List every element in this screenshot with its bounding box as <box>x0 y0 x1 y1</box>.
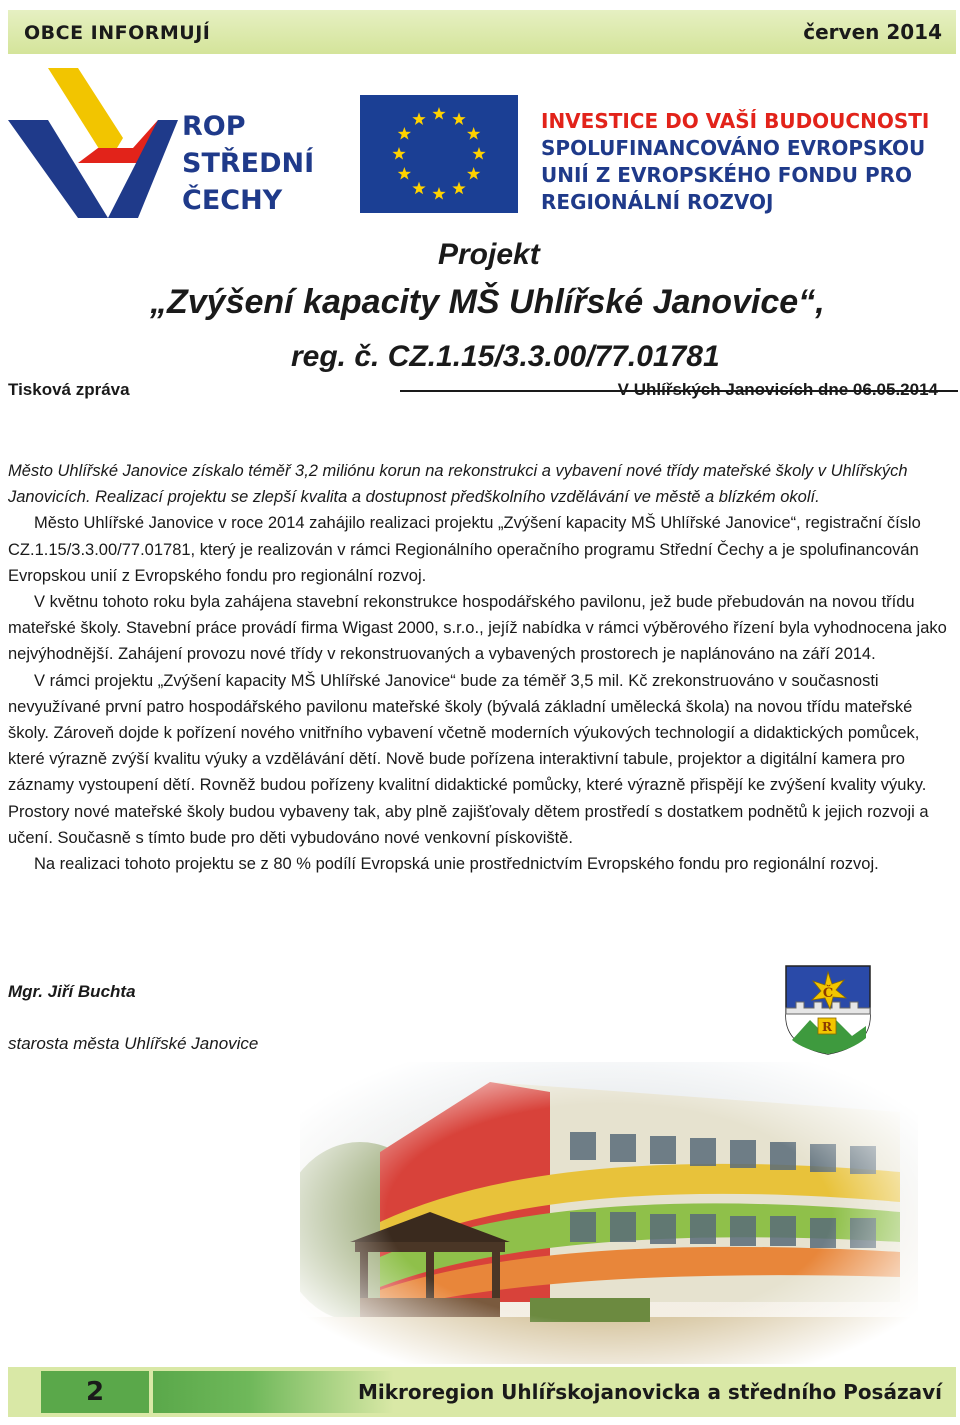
signature-role: starosta města Uhlířské Janovice <box>8 1034 259 1053</box>
project-title: „Zvýšení kapacity MŠ Uhlířské Janovice“, <box>150 283 825 321</box>
rop-line: ROP <box>182 111 246 142</box>
signature-name: Mgr. Jiří Buchta <box>8 982 136 1001</box>
title-line-1: Projekt <box>438 238 540 271</box>
rop-line: STŘEDNÍ <box>182 148 315 179</box>
slogan-line: UNIÍ Z EVROPSKÉHO FONDU PRO <box>541 163 913 187</box>
registration-number: reg. č. CZ.1.15/3.3.00/77.01781 <box>291 340 720 373</box>
footer-title: Mikroregion Uhlířskojanovicka a středního Posázaví <box>357 1380 942 1404</box>
dateline: V Uhlířských Janovicích dne 06.05.2014 <box>617 380 938 399</box>
coat-letter: Č <box>822 986 834 1001</box>
slogan-line: INVESTICE DO VAŠÍ BUDOUCNOSTI <box>541 109 930 133</box>
rop-logo-text <box>182 108 314 219</box>
coat-letter: R <box>822 1020 832 1034</box>
paragraph: V květnu tohoto roku byla zahájena stavební rekonstrukce hospodářského pavilonu, jež bude přebudován na novou třídu mateřské školy. Stavební práce provádí firma Wigast 2000, s.r.o., jejíž nabídka v rámci výběrového řízení byla vyhodnocena jako nejvýhodnější. Zahájení provozu nové třídy v rekonstruovaných a vybavených prostorech je naplánováno na září 2014. <box>8 593 947 664</box>
lead-paragraph: Město Uhlířské Janovice získalo téměř 3,2 miliónu korun na rekonstrukci a vybavení nové třídy mateřské školy v Uhlířských Janovicích. Realizací projektu se zlepší kvalita a dostupnost předškolního vzdělávání ve městě a blízkém okolí. <box>8 462 908 507</box>
kindergarten-photo <box>300 1062 918 1364</box>
article-body <box>8 458 952 877</box>
eu-flag-icon <box>360 95 518 213</box>
coat-of-arms-icon <box>782 962 874 1056</box>
eu-funding-slogan <box>541 108 929 216</box>
issue-date: červen 2014 <box>803 20 942 44</box>
section-label: OBCE INFORMUJÍ <box>24 22 211 44</box>
paragraph: Město Uhlířské Janovice v roce 2014 zahájilo realizaci projektu „Zvýšení kapacity MŠ Uhlířské Janovice“, registrační číslo CZ.1.15/3.3.00/77.01781, který je realizován v rámci Regionálního operačního programu Střední Čechy a je spolufinancován Evropskou unií z Evropského fondu pro regionální rozvoj. <box>8 514 921 585</box>
page-number: 2 <box>41 1371 149 1413</box>
paragraph: Na realizaci tohoto projektu se z 80 % podílí Evropská unie prostřednictvím Evropského fondu pro regionální rozvoj. <box>34 855 879 874</box>
press-release-label: Tisková zpráva <box>8 380 130 399</box>
header-bar <box>8 10 956 54</box>
rop-line: ČECHY <box>182 185 283 216</box>
paragraph: V rámci projektu „Zvýšení kapacity MŠ Uhlířské Janovice“ bude za téměř 3,5 mil. Kč zrekonstruováno v současnosti nevyužívané první patro hospodářského pavilonu mateřské školy (bývalá základní umělecká škola) na novou třídu mateřské školy. Zároveň dojde k pořízení nového vnitřního vybavení včetně moderních výukových technologií a didaktických pomůcek, které výrazně zvýší kvalitu výuky a vzdělávání dětí. Nově bude pořízena interaktivní tabule, projektor a digitální kamera pro záznamy vystoupení dětí. Rovněž budou pořízeny kvalitní didaktické pomůcky, které výrazně přispějí ke zvýšení kvality výuky. Prostory nové mateřské školy budou vybaveny tak, aby plně zajišťovaly dětem prostředí s dostatkem podnětů k jejich rozvoji a učení. Současně s tímto bude pro děti vybudováno nové venkovní pískoviště. <box>8 671 929 847</box>
footer-bar <box>8 1367 956 1417</box>
rop-logo-icon <box>8 68 178 220</box>
slogan-line: REGIONÁLNÍ ROZVOJ <box>541 190 774 214</box>
slogan-line: SPOLUFINANCOVÁNO EVROPSKOU <box>541 136 926 160</box>
